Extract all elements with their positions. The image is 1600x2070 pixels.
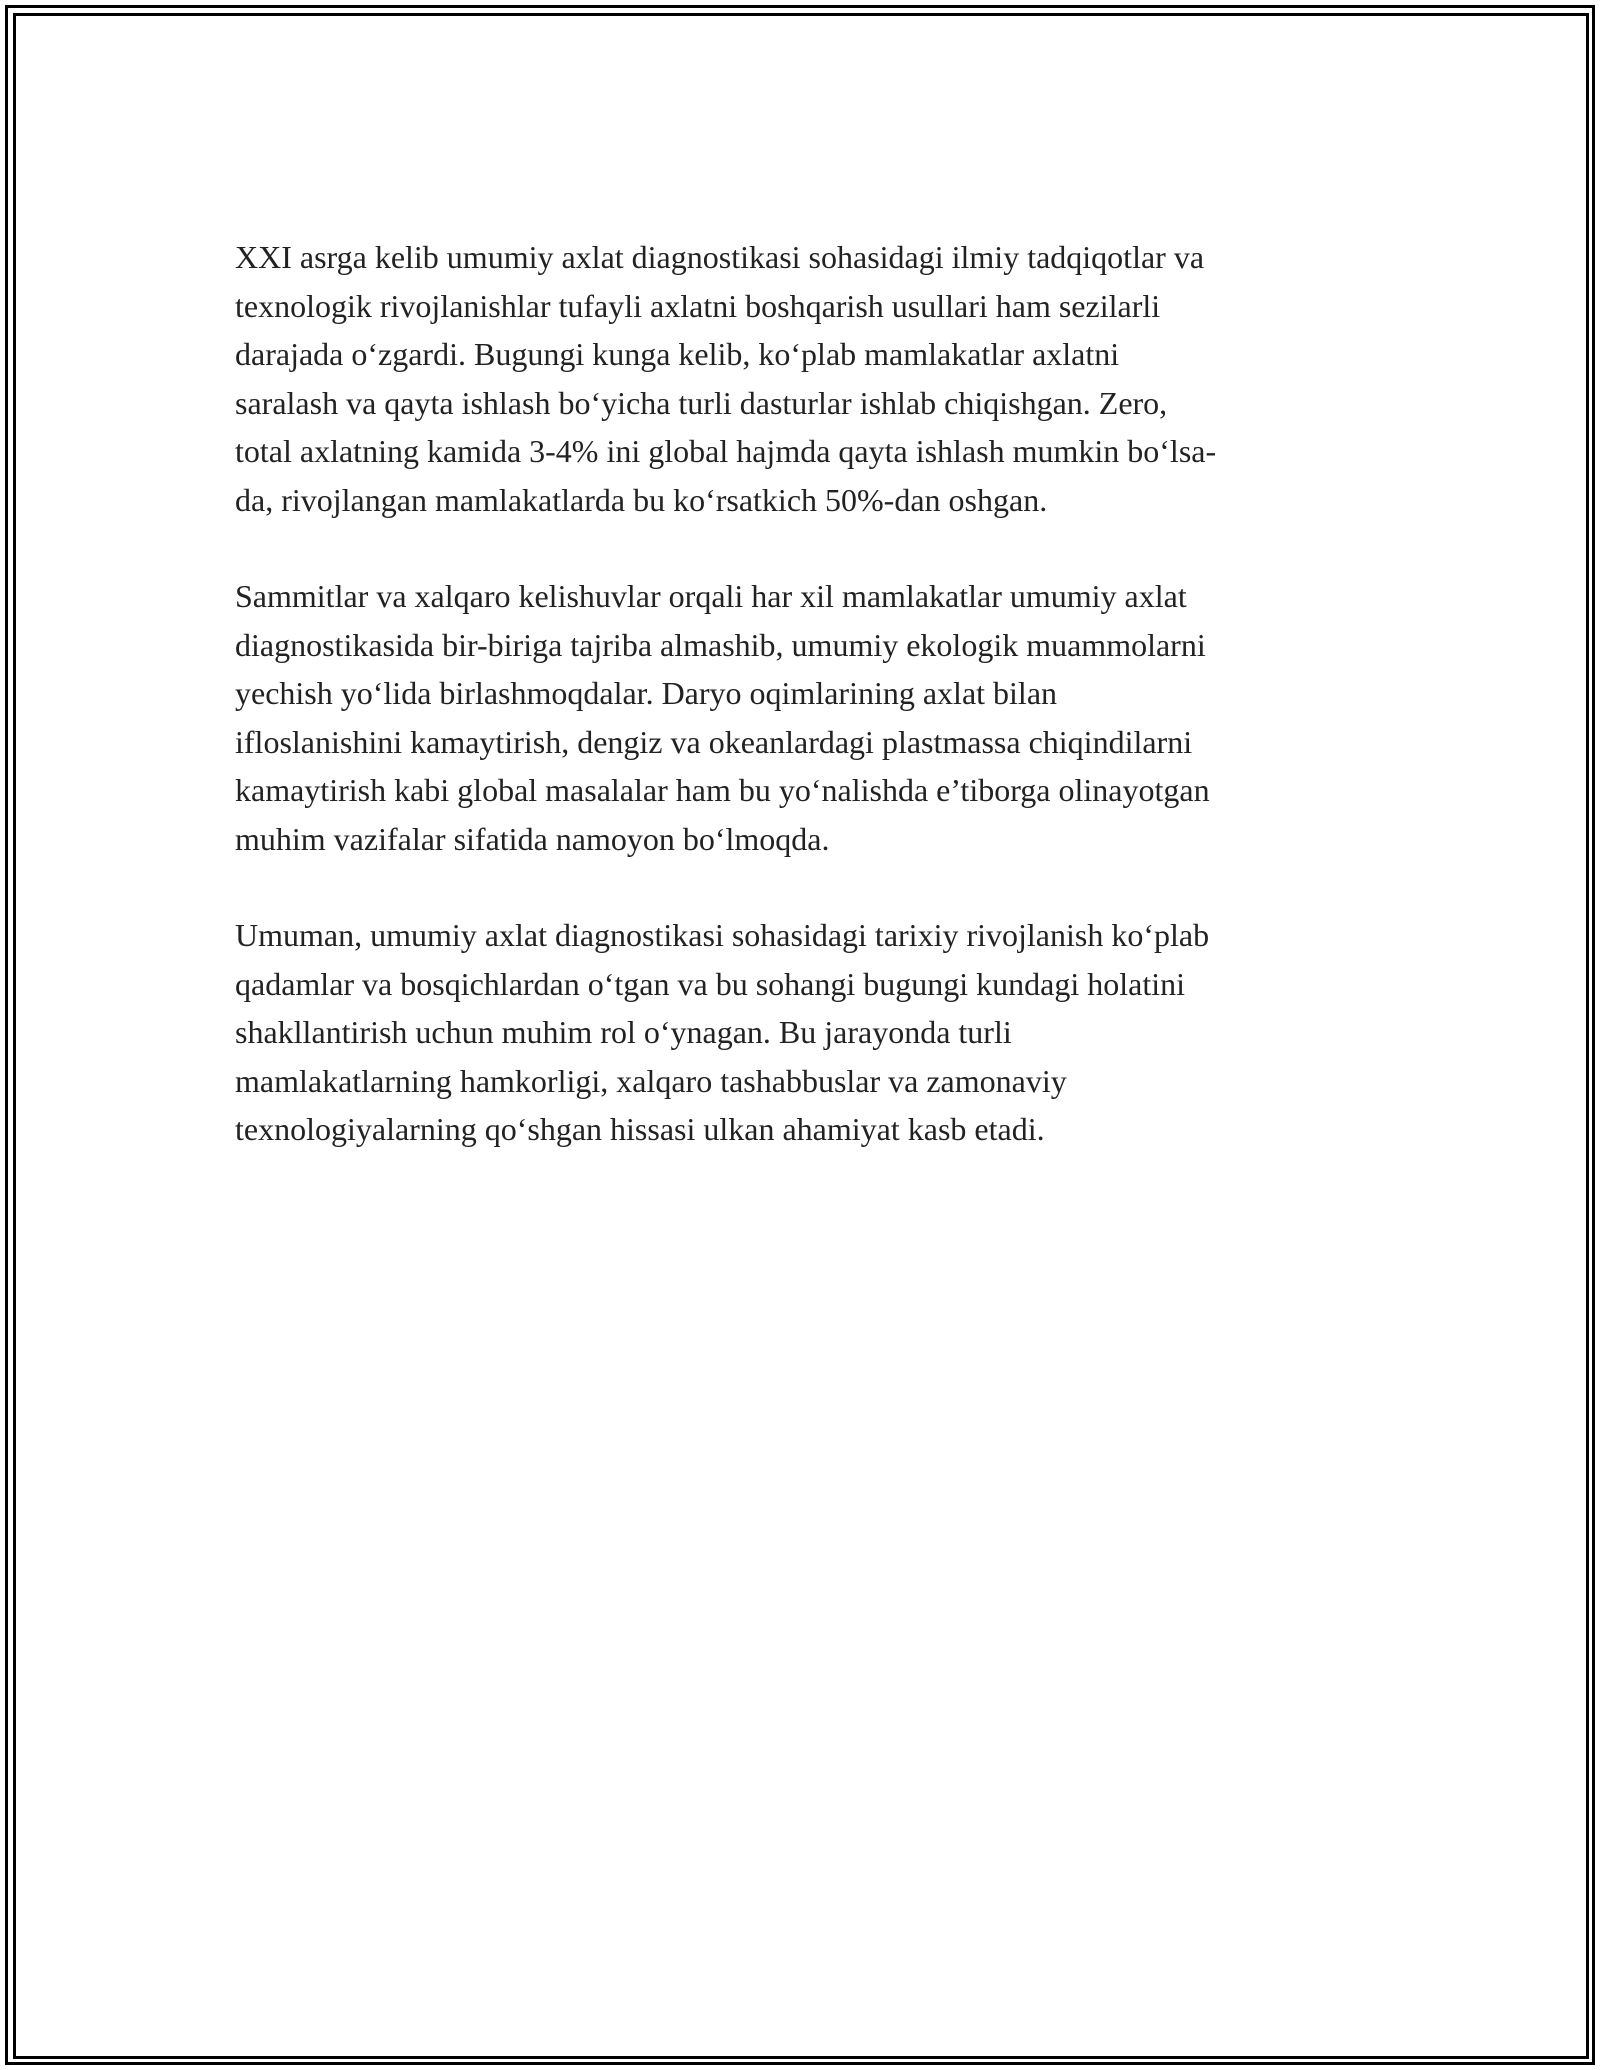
paragraph-2 (235, 572, 1375, 863)
text-line: saralash va qayta ishlash bo‘yicha turli dasturlar ishlab chiqishgan. Zero, (235, 384, 1168, 421)
text-line: Sammitlar va xalqaro kelishuvlar orqali har xil mamlakatlar umumiy axlat (235, 578, 1187, 614)
document-body (235, 233, 1375, 1202)
text-line: shakllantirish uchun muhim rol o‘ynagan. Bu jarayonda turli (235, 1014, 1012, 1050)
text-line: ifloslanishini kamaytirish, dengiz va okeanlardagi plastmassa chiqindilarni (235, 723, 1193, 760)
text-line: XXI asrga kelib umumiy axlat diagnostikasi sohasidagi ilmiy tadqiqotlar va (235, 239, 1205, 275)
text-line: texnologiyalarning qo‘shgan hissasi ulkan ahamiyat kasb etadi. (235, 1111, 1045, 1147)
text-line: da, rivojlangan mamlakatlarda bu ko‘rsatkich 50%-dan oshgan. (235, 481, 1048, 518)
text-line: muhim vazifalar sifatida namoyon bo‘lmoqda. (235, 820, 830, 857)
text-line: Umuman, umumiy axlat diagnostikasi sohasidagi tarixiy rivojlanish ko‘plab (235, 917, 1210, 953)
text-line: diagnostikasida bir-biriga tajriba almashib, umumiy ekologik muammolarni (235, 626, 1206, 663)
text-line: darajada o‘zgardi. Bugungi kunga kelib, ko‘plab mamlakatlar axlatni (235, 336, 1120, 372)
text-line: yechish yo‘lida birlashmoqdalar. Daryo oqimlarining axlat bilan (235, 675, 1058, 711)
text-line: mamlakatlarning hamkorligi, xalqaro tashabbuslar va zamonaviy (235, 1062, 1067, 1099)
text-line: total axlatning kamida 3-4% ini global hajmda qayta ishlash mumkin bo‘lsa- (235, 433, 1217, 469)
paragraph-3 (235, 911, 1375, 1154)
text-line: texnologik rivojlanishlar tufayli axlatni boshqarish usullari ham sezilarli (235, 287, 1161, 324)
text-line: qadamlar va bosqichlardan o‘tgan va bu sohangi bugungi kundagi holatini (235, 965, 1185, 1002)
paragraph-1 (235, 233, 1375, 524)
text-line: kamaytirish kabi global masalalar ham bu yo‘nalishda e’tiborga olinayotgan (235, 772, 1210, 808)
